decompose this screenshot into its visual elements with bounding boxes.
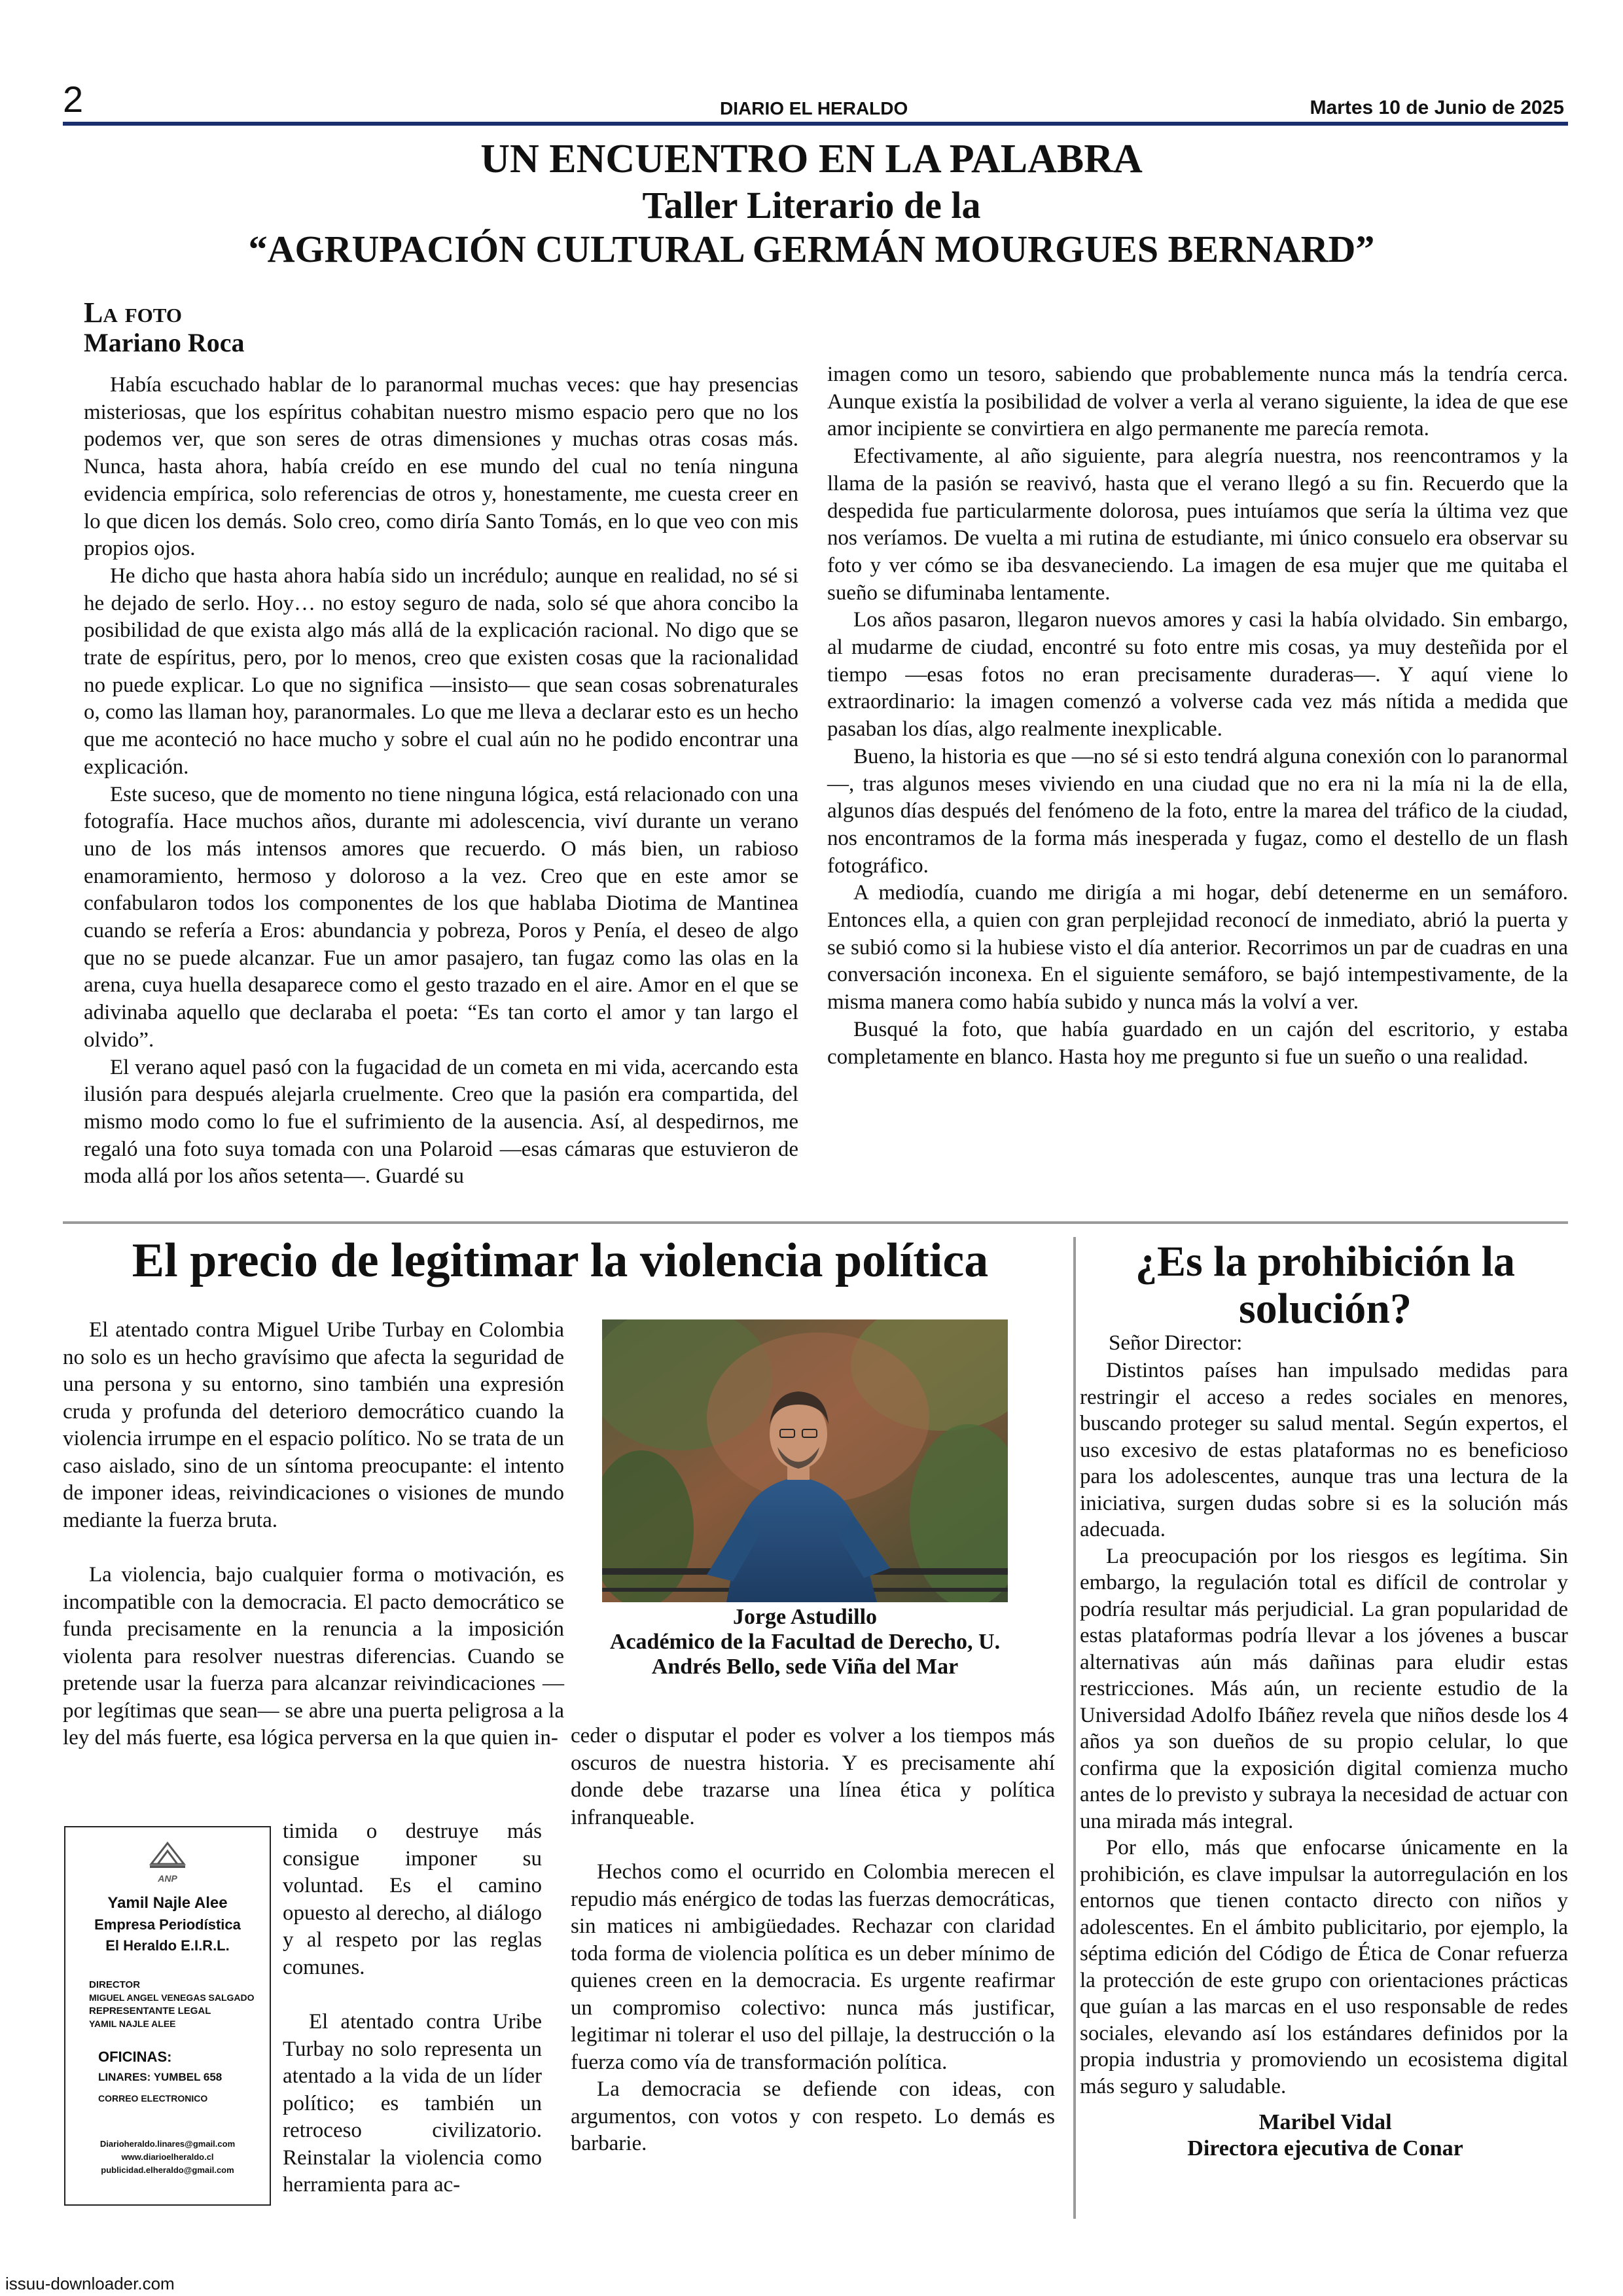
anp-logo-icon [145, 1838, 190, 1874]
opinion-column-1 [63, 1317, 564, 1752]
opinion-paragraph-continuation: timida o destruye más consigue imponer su voluntad. Es el camino opuesto al derecho, al diálogo y al respeto por las reglas comunes. [283, 1820, 542, 1979]
letter-paragraph: La preocupación por los riesgos es legítima. Sin embargo, la regulación total es difícil de controlar y podría resultar más perjudicial. La gran popularidad de estas plataformas podría llevar a los jóvenes a buscar alternativas aún más dañinas para eludir estas restricciones. Más aún, un reciente estudio de la Universidad Adolfo Ibáñez revela que niños desde los 4 años ya son dueños de su propio celular, lo que confirma que la exposición digital comienza mucho antes de lo previsto y subraya la necesidad de actuar con una mirada más integral. [1080, 1544, 1568, 1833]
masthead-owner: Yamil Najle Alee [107, 1894, 228, 1912]
masthead-box [64, 1826, 271, 2206]
story-paragraph: Este suceso, que de momento no tiene ninguna lógica, está relacionado con una fotografía. Hace muchos años, durante mi adolescencia, viví durante un verano uno de los más intensos amores que recuerdo. O más bien, un rabioso enamoramiento, hermoso y doloroso a la vez. Creo que en este amor se confabularon todos los componentes de los que hablaba Diotima de Mantinea cuando se refería a Eros: abundancia y pobreza, Poros y Penía, el deseo de algo que no se puede alcanzar. Fue un amor pasajero, tan fugaz como las olas en la arena, cuya huella desaparece como el gesto trazado en el aire. Amor en el que se adivinaba aquello que declaraba el poeta: “Es tan corto el amor y tan largo el olvido”. [84, 782, 798, 1052]
opinion-column-1-lower [283, 1818, 542, 2199]
story-author: Mariano Roca [84, 328, 245, 357]
story-column-2 [827, 361, 1568, 1071]
masthead-director-name: MIGUEL ANGEL VENEGAS SALGADO [89, 1992, 255, 2003]
story-paragraph: Había escuchado hablar de lo paranormal muchas veces: que hay presencias misteriosas, que los espíritus cohabitan nuestro mismo espacio pero que no los podemos ver, que son seres de otras dimensiones y muchas otras cosas más. Nunca, hasta ahora, había creído en ese mundo del cual no tenía ninguna evidencia empírica, solo referencias de otros y, honestamente, me cuesta creer en lo que dicen los demás. Solo creo, como diría Santo Tomás, en lo que veo con mis propios ojos. [84, 373, 798, 561]
letter-paragraph: Distintos países han impulsado medidas para restringir el acceso a redes sociales en menores, buscando proteger su salud mental. Según expertos, el uso excesivo de estas plataformas no es beneficioso para los adolescentes, aunque tras una lectura de la iniciativa, surgen dudas sobre si es la solución más adecuada. [1080, 1359, 1568, 1541]
section-title-line-2: Taller Literario de la [642, 183, 981, 226]
masthead-director-label: DIRECTOR [89, 1979, 141, 1990]
story-paragraph: He dicho que hasta ahora había sido un incrédulo; aunque en realidad, no sé si he dejado de serlo. Hoy… no estoy seguro de nada, solo sé que ahora concibo la posibilidad de que exista algo más allá de la explicación racional. No digo que se trate de espíritus, pero, por lo menos, creo que existen cosas que la racionalidad no puede explicar. Lo que no significa —insisto— que sean cosas sobrenaturales o, como las llaman hoy, paranormales. Lo que me lleva a declarar esto es un hecho que me aconteció no hace mucho y sobre el cual aún no he podido encontrar una explicación. [84, 564, 798, 779]
letter-body [1080, 1357, 1568, 2100]
masthead-company-name: El Heraldo E.I.R.L. [105, 1937, 230, 1954]
masthead-email-1: Diarioheraldo.linares@gmail.com [99, 2139, 236, 2149]
letter-signature-name: Maribel Vidal [1258, 2110, 1392, 2134]
anp-logo-text: ANP [158, 1873, 177, 1884]
caption-name: Jorge Astudillo [732, 1605, 878, 1629]
masthead-offices-address: LINARES: YUMBEL 658 [98, 2071, 223, 2083]
header-rule [63, 122, 1568, 126]
letter-greeting: Señor Director: [1109, 1331, 1243, 1355]
story-paragraph: Efectivamente, al año siguiente, para alegría nuestra, nos reencontramos y la llama de la pasión se reavivó, hasta que el verano llegó a su fin. Recuerdo que la despedida fue particularmente dolorosa, pues intuíamos que sería la última vez que nos veríamos. De vuelta a mi rutina de estudiante, mi único consuelo era observar su foto y ver cómo se iba desvaneciendo. La imagen de esa mujer que me quitaba el sueño se difuminaba lentamente. [827, 444, 1568, 605]
issue-date: Martes 10 de Junio de 2025 [1310, 97, 1564, 118]
story-paragraph: El verano aquel pasó con la fugacidad de un cometa en mi vida, acercando esta ilusión para después alejarla cruelmente. Creo que la pasión era compartida, del mismo modo como lo fue el sufrimiento de la ausencia. Así, al despedirnos, me regaló una foto suya tomada con una Polaroid —esas cámaras que estuvieron de moda allá por los años setenta—. Guardé su [84, 1055, 798, 1189]
masthead-company: Empresa Periodística [94, 1916, 241, 1933]
caption-role: Académico de la Facultad de Derecho, U. Andrés Bello, sede Viña del Mar [609, 1630, 1001, 1679]
story-paragraph: Bueno, la historia es que —no sé si esto tendrá alguna conexión con lo paranormal—, tras algunos meses viviendo en una ciudad que no era ni la mía ni la de ella, algunos días después del fenómeno de la foto, entre la marea del tráfico de la ciudad, nos encontramos de la forma más inesperada y fugaz, como el destello de un flash fotográfico. [827, 744, 1568, 878]
masthead-legal-name: YAMIL NAJLE ALEE [89, 2018, 176, 2029]
author-photo-illustration [602, 1319, 1008, 1602]
story-paragraph-continuation: imagen como un tesoro, sabiendo que probablemente nunca más la tendría cerca. Aunque existía la posibilidad de volver a verla al verano siguiente, la idea de que ese amor incipiente se convirtiera en algo permanente me parecía remota. [827, 363, 1568, 441]
photo-caption [576, 1605, 1034, 1679]
opinion-paragraph: La violencia, bajo cualquier forma o motivación, es incompatible con la democracia. El pacto democrático se funda precisamente en la renuncia a la imposición violenta para resolver nuestras diferencias. Cuando se pretende usar la fuerza para alcanzar reivindicaciones —por legítimas que sean— se abre una puerta peligrosa a la ley del más fuerte, esa lógica perversa en la que quien in- [63, 1563, 564, 1749]
author-photo [602, 1319, 1008, 1602]
section-title [0, 136, 1623, 271]
opinion-paragraph: El atentado contra Uribe Turbay no solo representa un atentado a la vida de un líder político; es también un retroceso civilizatorio. Reinstalar la violencia como herramienta para ac- [283, 2010, 542, 2197]
page-number: 2 [63, 79, 84, 120]
letter-signature-role: Directora ejecutiva de Conar [1187, 2136, 1463, 2161]
section-title-line-1: UN ENCUENTRO EN LA PALABRA [480, 137, 1143, 181]
opinion-paragraph: La democracia se defiende con ideas, con argumentos, con votos y con respeto. Lo demás es barbarie. [571, 2077, 1055, 2155]
letter-paragraph: Por ello, más que enfocarse únicamente en la prohibición, es clave impulsar la autorregulación en los entornos que tienen contacto directo con niños y adolescentes. En el ámbito publicitario, por ejemplo, la séptima edición del Código de Ética de Conar refuerza la protección de este grupo con orientaciones prácticas que guían a las marcas en el uso responsable de redes sociales, elevando así los estándares definidos por la propia industria y promoviendo un ecosistema digital más seguro y saludable. [1080, 1836, 1568, 2098]
footer-source: issuu-downloader.com [5, 2274, 175, 2293]
story-paragraph: Los años pasaron, llegaron nuevos amores y casi la había olvidado. Sin embargo, al mudarme de ciudad, encontré su foto entre mis cosas, ya muy desteñida por el tiempo —esas fotos no eran precisamente duraderas—. Y aquí viene lo extraordinario: la imagen comenzó a volverse cada vez más nítida a medida que pasaban los días, algo realmente inexplicable. [827, 608, 1568, 742]
opinion-paragraph-continuation: ceder o disputar el poder es volver a los tiempos más oscuros de nuestra historia. Y es precisamente ahí donde debe trazarse una línea ética y política infranqueable. [571, 1724, 1055, 1829]
story-title: La foto [84, 296, 183, 329]
anp-logo [65, 1838, 270, 1878]
story-paragraph: Busqué la foto, que había guardado en un cajón del escritorio, y estaba completamente en blanco. Hasta hoy me pregunto si fue un sueño o una realidad. [827, 1017, 1568, 1069]
column-divider [1073, 1237, 1076, 2219]
section-divider [63, 1221, 1568, 1224]
masthead-offices-label: OFICINAS: [98, 2049, 172, 2065]
opinion-column-2 [571, 1723, 1055, 2158]
masthead-email-2: publicidad.elheraldo@gmail.com [101, 2165, 234, 2175]
masthead-website: www.diarioelheraldo.cl [121, 2152, 214, 2162]
section-title-line-3: “AGRUPACIÓN CULTURAL GERMÁN MOURGUES BERNARD” [248, 228, 1375, 271]
paper-name: DIARIO EL HERALDO [720, 98, 908, 118]
story-paragraph: A mediodía, cuando me dirigía a mi hogar, debí detenerme en un semáforo. Entonces ella, a quien con gran perplejidad reconocí de inmediato, abrió la puerta y se subió como si la hubiese visto el día anterior. Recorrimos un par de cuadras en una conversación inconexa. En el siguiente semáforo, se bajó intempestivamente, de la misma manera como había subido y nunca más la volví a ver. [827, 881, 1568, 1014]
opinion-title: El precio de legitimar la violencia política [132, 1234, 989, 1287]
story-column-1 [84, 372, 798, 1191]
masthead-email-label: CORREO ELECTRONICO [98, 2093, 208, 2104]
letter-title: ¿Es la prohibición la solución? [1135, 1238, 1516, 1333]
masthead-legal-label: REPRESENTANTE LEGAL [89, 2005, 211, 2017]
opinion-paragraph: El atentado contra Miguel Uribe Turbay en Colombia no solo es un hecho gravísimo que afecta la seguridad de una persona y su entorno, sino también una expresión cruda y profunda del deterioro democrático cuando la violencia irrumpe en el espacio político. No se trata de un caso aislado, sino de un síntoma preocupante: el intento de imponer ideas, reivindicaciones o visiones de mundo mediante la fuerza bruta. [63, 1318, 564, 1532]
opinion-paragraph: Hechos como el ocurrido en Colombia merecen el repudio más enérgico de todas las fuerzas democráticas, sin matices ni ambigüedades. Rechazar con claridad toda forma de violencia política es un deber mínimo de quienes creen en la democracia. Es urgente reafirmar un compromiso colectivo: nunca más justificar, legitimar ni tolerar el uso del pillaje, la destrucción o la fuerza como vía de transformación política. [571, 1860, 1055, 2074]
